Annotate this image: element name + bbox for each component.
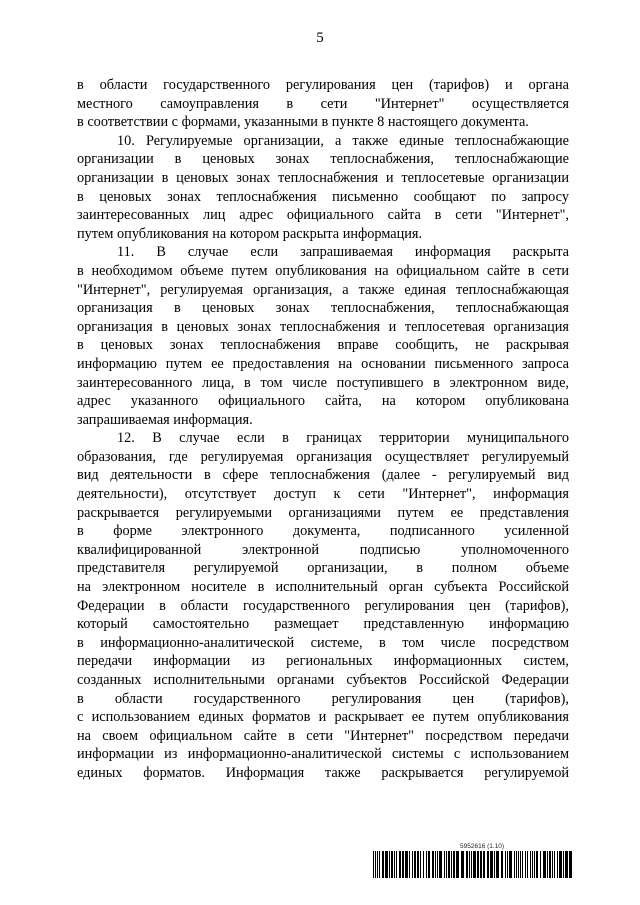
text-line: в форме электронного документа, подписанного усиленной xyxy=(77,523,569,540)
text-line: который самостоятельно размещает представленную информацию xyxy=(77,616,569,633)
text-line: адрес указанного официального сайта, на котором опубликована xyxy=(77,393,569,410)
page-number: 5 xyxy=(316,30,324,46)
text-line: представителя регулируемой организации, в полном объеме xyxy=(77,560,569,577)
text-line: раскрывается регулируемыми организациями путем ее представления xyxy=(77,504,569,521)
text-line: организации в ценовых зонах теплоснабжения и теплосетевые организации xyxy=(77,169,569,186)
text-line: на электронном носителе в исполнительный орган субъекта Российской xyxy=(77,579,569,596)
text-line: путем опубликования на котором раскрыта информация. xyxy=(77,225,423,242)
text-line: единых форматов. Информация также раскрывается регулируемой xyxy=(77,764,569,781)
text-line: организация в ценовых зонах теплоснабжения и теплосетевая организация xyxy=(77,318,569,335)
text-line: деятельности), отсутствует доступ к сети "Интернет", информация xyxy=(77,486,569,503)
text-line: информацию путем ее предоставления на основании письменного запроса xyxy=(77,355,569,372)
text-line: с использованием единых форматов и раскрывает ее путем опубликования xyxy=(77,709,569,726)
text-line: организации в ценовых зонах теплоснабжения, теплоснабжающие xyxy=(77,151,569,168)
text-line: в соответствии с формами, указанными в пункте 8 настоящего документа. xyxy=(77,114,529,131)
text-line: в ценовых зонах теплоснабжения вправе сообщить, не раскрывая xyxy=(77,337,569,354)
text-line: "Интернет", регулируемая организация, а также единая теплоснабжающая xyxy=(77,281,569,298)
text-line: Федерации в области государственного регулирования цен (тарифов), xyxy=(77,597,569,614)
text-line: организация в ценовых зонах теплоснабжения, теплоснабжающая xyxy=(77,300,569,317)
text-line: запрашиваемая информация. xyxy=(77,411,253,428)
body-text xyxy=(77,76,569,783)
text-line: 10. Регулируемые организации, а также единые теплоснабжающие xyxy=(117,132,569,149)
text-line: в области государственного регулирования цен (тарифов), xyxy=(77,690,569,707)
text-line: 12. В случае если в границах территории муниципального xyxy=(117,430,569,447)
text-line: вид деятельности в сфере теплоснабжения (далее - регулируемый вид xyxy=(77,467,569,484)
text-line: в ценовых зонах теплоснабжения письменно сообщают по запросу xyxy=(77,188,569,205)
text-line: заинтересованного лица, в том числе поступившего в электронном виде, xyxy=(77,374,569,391)
text-line: 11. В случае если запрашиваемая информация раскрыта xyxy=(117,244,569,261)
text-line: в необходимом объеме путем опубликования на официальном сайте в сети xyxy=(77,262,569,279)
document-id: 5952616 (1.10) xyxy=(460,843,505,850)
text-line: передачи информации из региональных информационных систем, xyxy=(77,653,569,670)
text-line: информации из информационно-аналитической системы с использованием xyxy=(77,746,569,763)
barcode-icon xyxy=(373,851,573,878)
text-line: на своем официальном сайте в сети "Интернет" посредством передачи xyxy=(77,727,569,744)
text-line: квалифицированной электронной подписью уполномоченного xyxy=(77,541,569,558)
text-line: в области государственного регулирования цен (тарифов) и органа xyxy=(77,77,569,93)
text-line: созданных исполнительными органами субъектов Российской Федерации xyxy=(77,672,569,688)
text-line: образования, где регулируемая организация осуществляет регулируемый xyxy=(77,448,569,465)
text-line: в информационно-аналитической системе, в том числе посредством xyxy=(77,634,569,651)
text-line: местного самоуправления в сети "Интернет" осуществляется xyxy=(77,95,569,112)
text-line: заинтересованных лиц адрес официального сайта в сети "Интернет", xyxy=(77,207,569,224)
